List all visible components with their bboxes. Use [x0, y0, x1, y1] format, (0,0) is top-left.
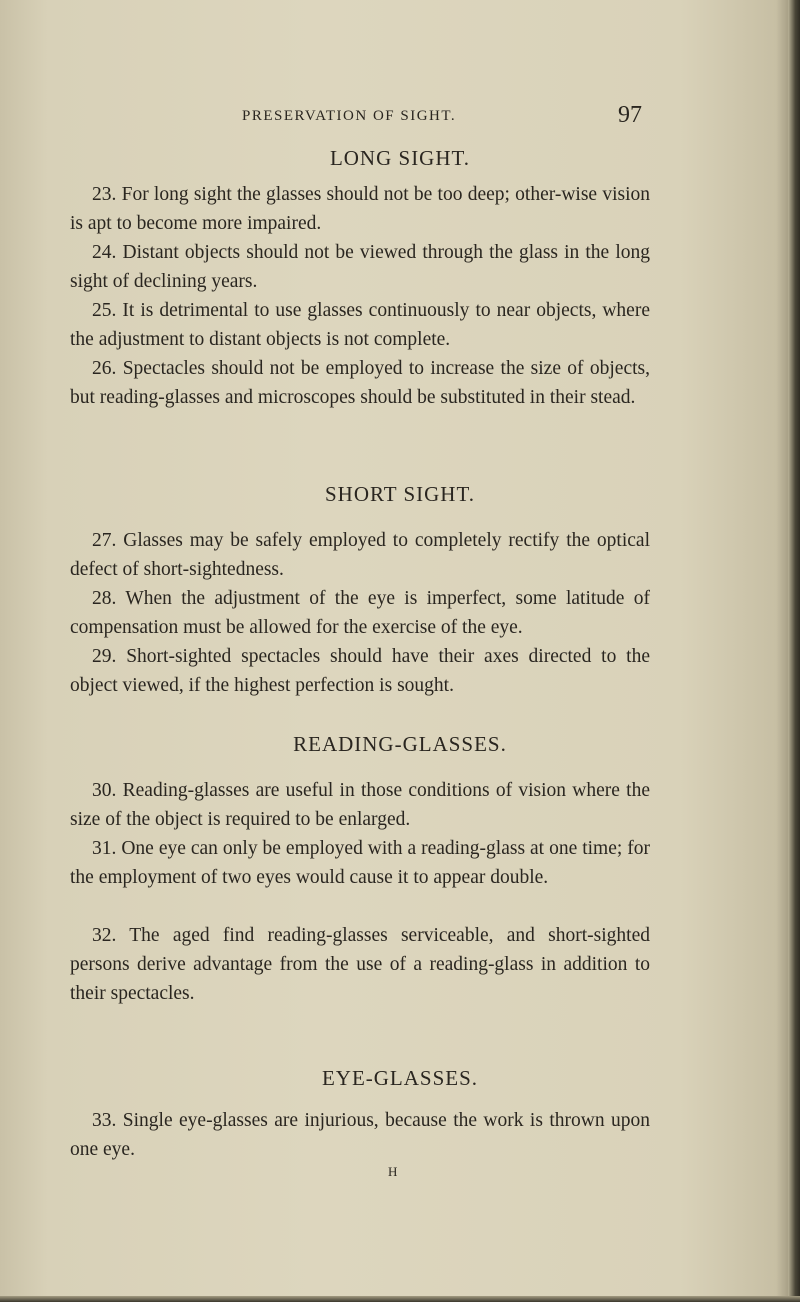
page-bottom-edge	[0, 1296, 800, 1302]
section-heading-short-sight: SHORT SIGHT.	[325, 482, 475, 506]
paragraph-33: 33. Single eye-glasses are injurious, because the work is thrown upon one eye.	[70, 1110, 650, 1160]
signature-mark: H	[388, 1164, 398, 1179]
section-heading-eye-glasses: EYE-GLASSES.	[321, 1066, 479, 1090]
paragraph-30: 30. Reading-glasses are useful in those conditions of vision where the size of the object is required to be enlarged.	[70, 780, 650, 830]
paragraph-25: 25. It is detrimental to use glasses continuously to near objects, where the adjustment to distant objects is not complete.	[70, 300, 650, 350]
running-head	[0, 102, 800, 132]
page-edge-shadow	[788, 0, 800, 1302]
running-head-title: PRESERVATION OF SIGHT.	[242, 108, 457, 124]
paragraph-26: 26. Spectacles should not be employed to increase the size of objects, but reading-glasses and microscopes should be substituted in their stead.	[70, 358, 650, 408]
paragraph-29: 29. Short-sighted spectacles should have their axes directed to the object viewed, if the highest perfection is sought.	[70, 646, 650, 696]
page-number: 97	[618, 102, 642, 128]
paragraph-24: 24. Distant objects should not be viewed through the glass in the long sight of declining years.	[70, 242, 650, 292]
paragraph-28: 28. When the adjustment of the eye is imperfect, some latitude of compensation must be allowed for the exercise of the eye.	[70, 588, 650, 638]
paragraph-27: 27. Glasses may be safely employed to completely rectify the optical defect of short-sightedness.	[70, 530, 650, 580]
paragraph-32: 32. The aged find reading-glasses serviceable, and short-sighted persons derive advantage from the use of a reading-glass in addition to their spectacles.	[70, 925, 650, 1004]
section-heading-long-sight: LONG SIGHT.	[329, 146, 471, 170]
section-heading-reading-glasses: READING-GLASSES.	[293, 732, 507, 756]
paragraph-23: 23. For long sight the glasses should not be too deep; other-wise vision is apt to become more impaired.	[70, 184, 650, 234]
paragraph-31: 31. One eye can only be employed with a reading-glass at one time; for the employment of two eyes would cause it to appear double.	[70, 838, 650, 888]
